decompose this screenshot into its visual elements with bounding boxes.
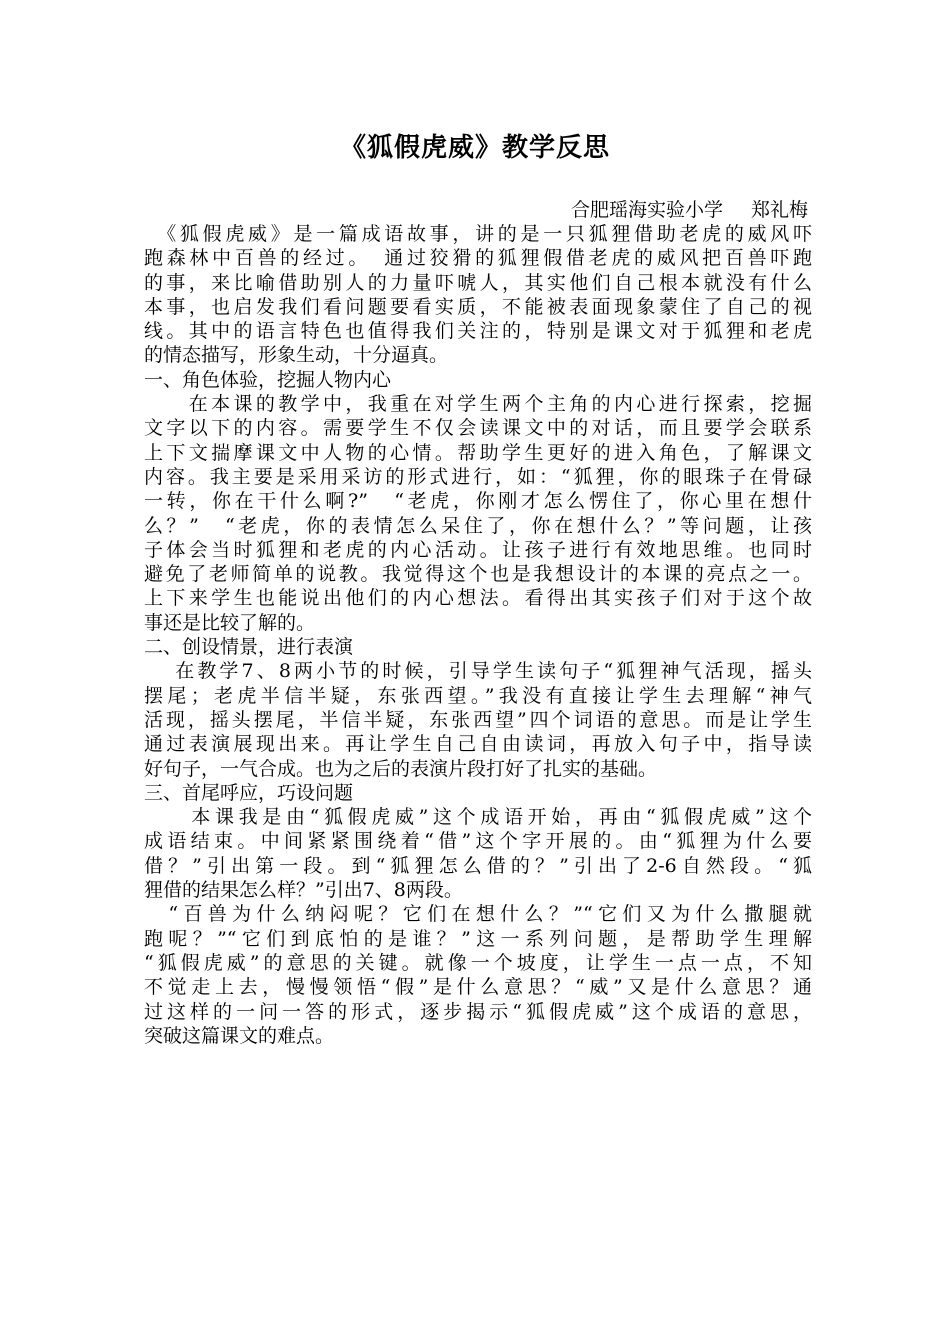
- text-line: 上下来学生也能说出他们的内心想法。看得出其实孩子们对于这个故: [144, 587, 812, 610]
- text-line: 本事，也启发我们看问题要看实质，不能被表面现象蒙住了自己的视: [144, 295, 812, 318]
- author-school: 合肥瑶海实验小学: [570, 199, 723, 221]
- text-line: 一转，你在干什么啊?” “老虎，你刚才怎么愣住了，你心里在想什: [144, 490, 812, 513]
- text-line: 二、创设情景，进行表演: [144, 636, 354, 659]
- text-line: 的情态描写，形象生动，十分逼真。: [144, 344, 449, 367]
- text-line: 在本课的教学中，我重在对学生两个主角的内心进行探索，挖掘: [144, 393, 812, 416]
- text-line: “百兽为什么纳闷呢？它们在想什么？”“它们又为什么撒腿就: [144, 903, 812, 926]
- text-line: 文字以下的内容。需要学生不仅会读课文中的对话，而且要学会联系: [144, 417, 812, 440]
- text-line: 事还是比较了解的。: [144, 611, 316, 634]
- text-line: 上下文揣摩课文中人物的心情。帮助学生更好的进入角色，了解课文: [144, 441, 812, 464]
- text-line: 内容。我主要是采用采访的形式进行，如：“狐狸，你的眼珠子在骨碌: [144, 465, 812, 488]
- text-line: 突破这篇课文的难点。: [144, 1024, 335, 1047]
- text-line: 活现，摇头摆尾，半信半疑，东张西望”四个词语的意思。而是让学生: [144, 708, 812, 731]
- text-line: 《狐假虎威》是一篇成语故事，讲的是一只狐狸借助老虎的威风吓: [144, 223, 812, 245]
- text-line: 好句子，一气合成。也为之后的表演片段打好了扎实的基础。: [144, 757, 658, 780]
- text-line: 借？”引出第一段。到“狐狸怎么借的？”引出了2-6自然段。“狐: [144, 854, 812, 877]
- text-line: 跑森林中百兽的经过。 通过狡猾的狐狸假借老虎的威风把百兽吓跑: [144, 247, 812, 270]
- text-line: 狸借的结果怎么样？”引出7、8两段。: [144, 879, 463, 902]
- text-line: 不觉走上去，慢慢领悟“假”是什么意思？“威”又是什么意思？通: [144, 976, 812, 999]
- text-line: 线。其中的语言特色也值得我们关注的，特别是课文对于狐狸和老虎: [144, 320, 812, 343]
- text-line: 么？” “老虎，你的表情怎么呆住了，你在想什么？”等问题，让孩: [144, 514, 812, 537]
- document-title: 《狐假虎威》教学反思: [339, 133, 610, 163]
- author-name: 郑礼梅: [750, 199, 808, 221]
- text-line: 避免了老师简单的说教。我觉得这个也是我想设计的本课的亮点之一。: [144, 563, 812, 586]
- text-line: 成语结束。中间紧紧围绕着“借”这个字开展的。由“狐狸为什么要: [144, 830, 812, 853]
- author-line: [571, 198, 808, 222]
- text-line: 过这样的一问一答的形式，逐步揭示“狐假虎威”这个成语的意思，: [144, 1000, 812, 1023]
- text-line: 子体会当时狐狸和老虎的内心活动。让孩子进行有效地思维。也同时: [144, 538, 812, 561]
- text-line: 的事，来比喻借助别人的力量吓唬人，其实他们自己根本就没有什么: [144, 271, 812, 294]
- text-line: 在教学7、8两小节的时候，引导学生读句子“狐狸神气活现，摇头: [144, 660, 812, 683]
- document-body: [144, 222, 812, 1048]
- text-line: 本课我是由“狐假虎威”这个成语开始，再由“狐假虎威”这个: [144, 806, 812, 829]
- text-line: 一、角色体验，挖掘人物内心: [144, 368, 392, 391]
- text-line: “狐假虎威”的意思的关键。就像一个坡度，让学生一点一点，不知: [144, 951, 812, 974]
- text-line: 三、首尾呼应，巧设问题: [144, 781, 354, 804]
- text-line: 摆尾；老虎半信半疑，东张西望。”我没有直接让学生去理解“神气: [144, 684, 812, 707]
- text-line: 通过表演展现出来。再让学生自己自由读词，再放入句子中，指导读: [144, 733, 812, 756]
- text-line: 跑呢？”“它们到底怕的是谁？”这一系列问题，是帮助学生理解: [144, 927, 812, 950]
